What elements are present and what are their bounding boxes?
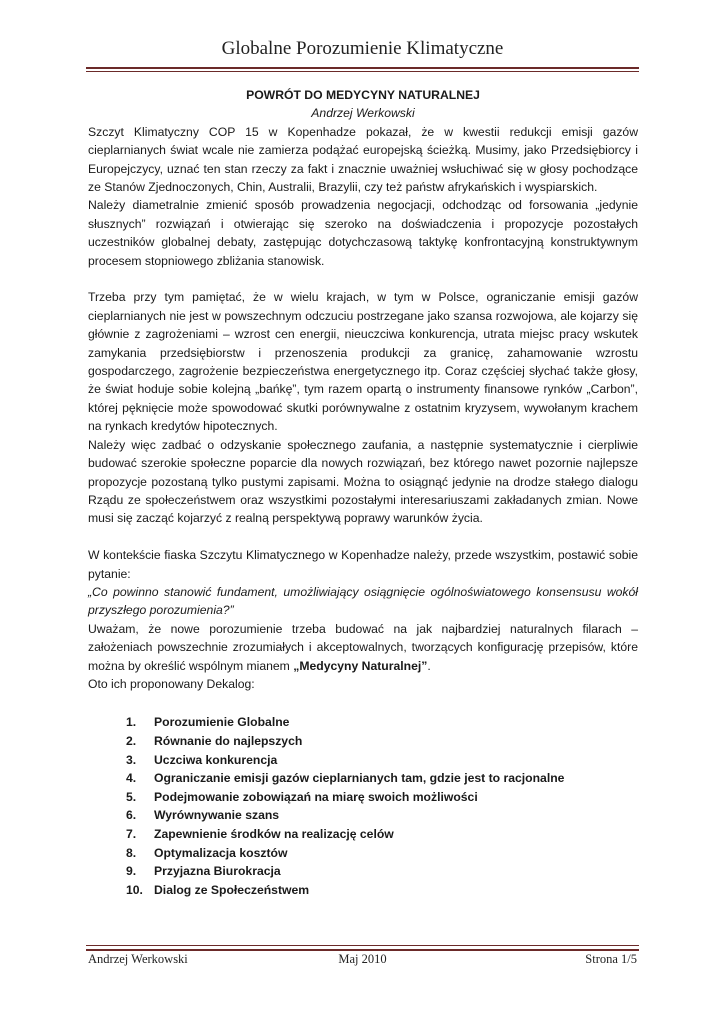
- list-item-number: 3.: [126, 752, 137, 767]
- list-item-label: Wyrównywanie szans: [154, 808, 280, 823]
- list-item-label: Dialog ze Społeczeństwem: [154, 882, 310, 897]
- document-body: [88, 86, 638, 899]
- footer-date: Maj 2010: [338, 952, 387, 966]
- list-item: [126, 713, 638, 732]
- article-author: Andrzej Werkowski: [311, 106, 415, 121]
- paragraph-6-text: Uważam, że nowe porozumienie trzeba budować na jak najbardziej naturalnych filarach – założeniach powszechnie zrozumiałych i akceptowalnych, tworzących konfigurację przepisów, które można by określić wspólnym mianem: [88, 621, 638, 673]
- paragraph-5: W kontekście fiaska Szczytu Klimatycznego w Kopenhadze należy, przede wszystkim, postawić sobie pytanie:: [88, 548, 638, 581]
- paragraph-4: Należy więc zadbać o odzyskanie społecznego zaufania, a następnie systematycznie i cierpliwie budować szerokie społeczne poparcie dla nowych rozwiązań, bez którego nawet pozornie najlepsze propozycje pozostaną tylko pustymi zapisami. Można to osiągnąć jedynie na drodze stałego dialogu Rządu ze społeczeństwem oraz wszystkimi pozostałymi interesariuszami zakładanych zmian. Nowe musi się zacząć kojarzyć z realną perspektywą poprawy warunków życia.: [88, 437, 638, 526]
- list-item: [126, 844, 638, 863]
- paragraph-3: Trzeba przy tym pamiętać, że w wielu krajach, w tym w Polsce, ograniczanie emisji gazów cieplarnianych nie jest w powszechnym odczuciu postrzegane jako szansa rozwojowa, ale kojarzy się głównie z zagrożeniami – wzrost cen energii, nieuczciwa konkurencja, utrata miejsc pracy wskutek zamykania przedsiębiorstw i przenoszenia produkcji za granicę, zahamowanie wzrostu gospodarczego, zagrożenie bezpieczeństwa energetycznego itp. Coraz częściej słychać także głosy, że świat hoduje sobie kolejną „bańkę”, tym razem opartą o instrumenty finansowe rynków „Carbon”, której pęknięcie może spowodować skutki porównywalne z ostatnim kryzysem, wywołanym krachem na rynkach kredytów hipotecznych.: [88, 290, 638, 434]
- header-divider: [86, 67, 639, 69]
- paragraph-1: Szczyt Klimatyczny COP 15 w Kopenhadze pokazał, że w kwestii redukcji emisji gazów cieplarnianych świat wcale nie zamierza podążać europejską ścieżką. Musimy, jako Przedsiębiorcy i Europejczycy, uznać ten stan rzeczy za fakt i znacznie uważniej wsłuchiwać się w głosy pochodzące ze Stanów Zjednoczonych, Chin, Australii, Brazylii, czy też państw afrykańskich i wyspiarskich.: [88, 124, 638, 195]
- paragraph-6: [88, 620, 638, 675]
- list-item-label: Porozumienie Globalne: [154, 715, 290, 730]
- list-item-label: Równanie do najlepszych: [154, 733, 303, 748]
- list-item: [126, 788, 638, 807]
- list-item: [126, 825, 638, 844]
- list-item-number: 8.: [126, 845, 137, 860]
- list-item-number: 6.: [126, 808, 137, 823]
- list-item-label: Podejmowanie zobowiązań na miarę swoich możliwości: [154, 789, 478, 804]
- question-quote: „Co powinno stanowić fundament, umożliwiający osiągnięcie ogólnoświatowego konsensusu wokół przyszłego porozumienia?”: [88, 584, 638, 618]
- medycyna-naturalna-term: „Medycyny Naturalnej”: [293, 658, 428, 673]
- list-item: [126, 769, 638, 788]
- list-item-number: 2.: [126, 733, 137, 748]
- list-item-number: 4.: [126, 771, 137, 786]
- paragraph-2: Należy diametralnie zmienić sposób prowadzenia negocjacji, odchodząc od forsowania „jedynie słusznych” rozwiązań i otwierając się szeroko na doświadczenia i propozycje pozostałych uczestników globalnej debaty, zastępując dotychczasową taktykę konfrontacyjną konstruktywnym procesem stopniowego zbliżania stanowisk.: [88, 198, 638, 268]
- list-item-label: Przyjazna Biurokracja: [154, 864, 281, 879]
- page-header-title: Globalne Porozumienie Klimatyczne: [221, 38, 504, 59]
- list-item: [126, 806, 638, 825]
- page-footer: [88, 952, 637, 970]
- list-item: [126, 862, 638, 881]
- paragraph-spacer: [88, 528, 638, 546]
- paragraph-7: Oto ich proponowany Dekalog:: [88, 676, 255, 691]
- list-item-number: 5.: [126, 789, 137, 804]
- list-item-number: 10.: [126, 882, 143, 897]
- list-item-number: 1.: [126, 715, 137, 730]
- list-item-label: Zapewnienie środków na realizację celów: [154, 826, 394, 841]
- paragraph-6-end: .: [427, 658, 431, 673]
- list-item-label: Optymalizacja kosztów: [154, 845, 288, 860]
- list-item-label: Uczciwa konkurencja: [154, 752, 278, 767]
- list-item: [126, 751, 638, 770]
- list-item-label: Ograniczanie emisji gazów cieplarnianych tam, gdzie jest to racjonalne: [154, 771, 565, 786]
- paragraph-spacer: [88, 270, 638, 288]
- article-title: POWRÓT DO MEDYCYNY NATURALNEJ: [246, 88, 480, 102]
- dekalog-list: [88, 713, 638, 899]
- list-item-number: 9.: [126, 864, 137, 879]
- header-divider-thin: [86, 71, 639, 72]
- footer-divider: [86, 949, 639, 951]
- list-item-number: 7.: [126, 826, 137, 841]
- list-item: [126, 732, 638, 751]
- footer-author: Andrzej Werkowski: [88, 952, 188, 966]
- list-item: [126, 881, 638, 900]
- footer-divider-thin: [86, 945, 639, 946]
- footer-page-number: Strona 1/5: [585, 952, 637, 966]
